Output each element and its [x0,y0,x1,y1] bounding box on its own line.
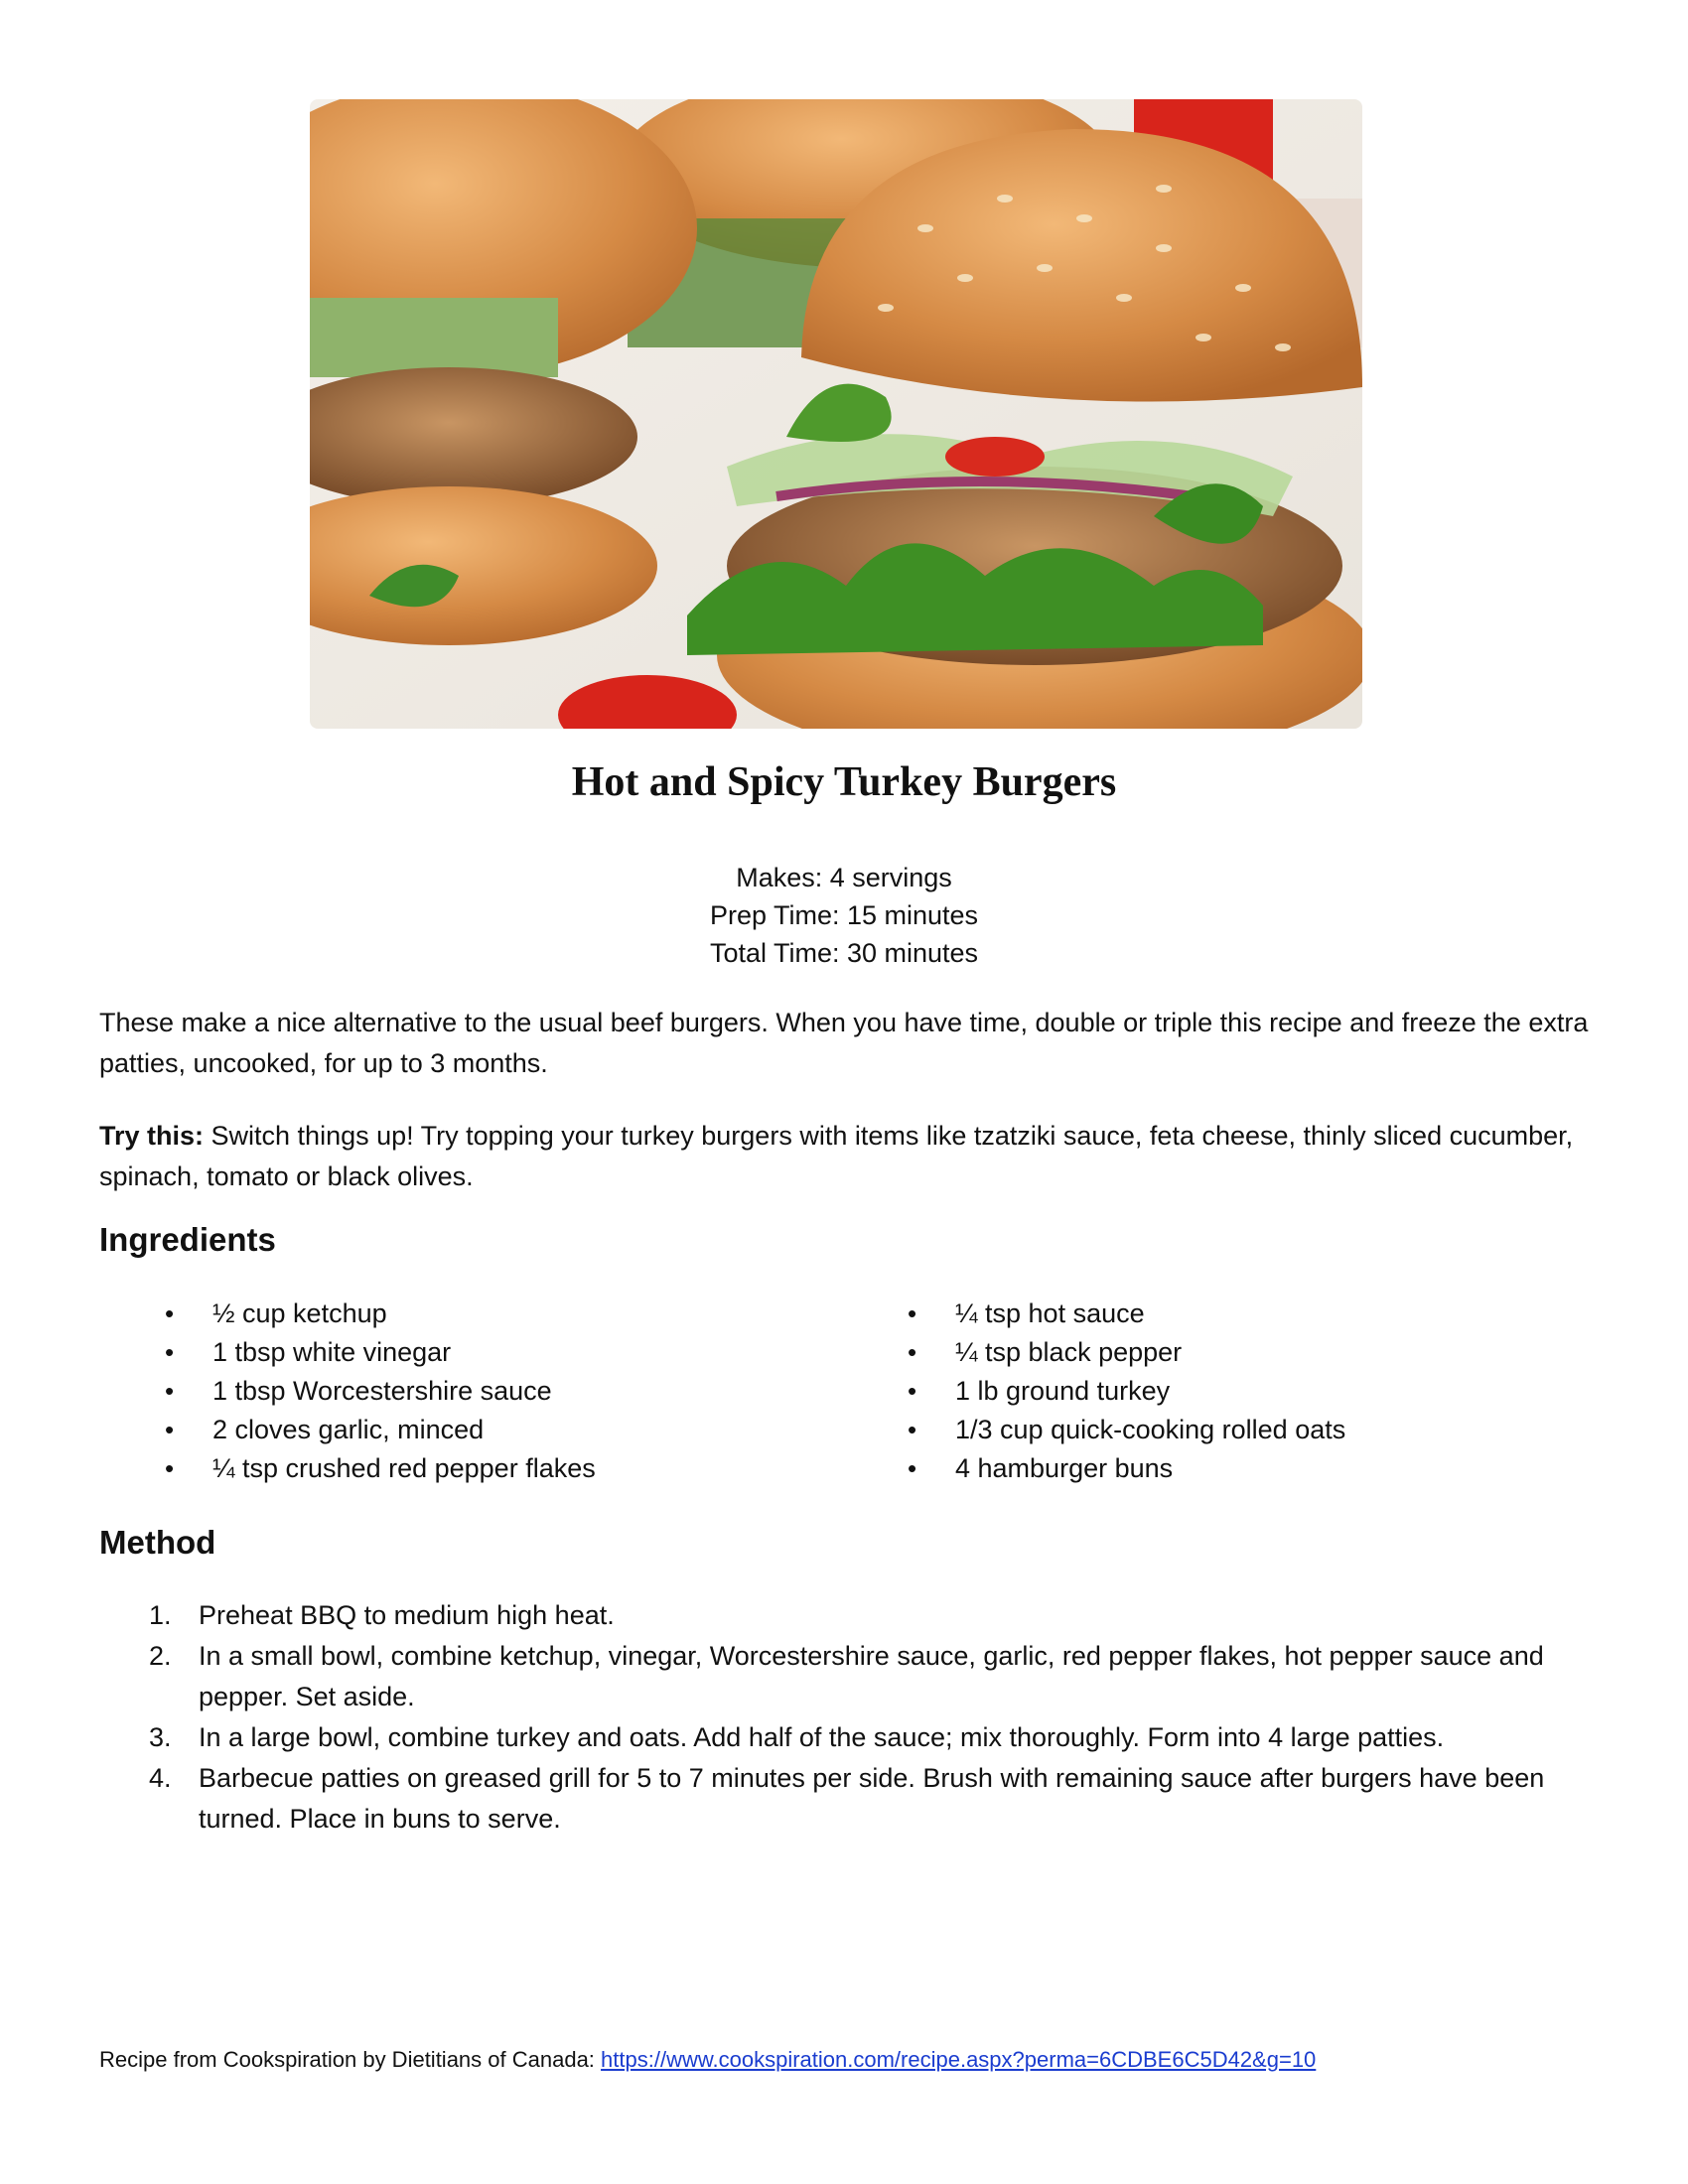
intro-paragraph: These make a nice alternative to the usual beef burgers. When you have time, double or triple this recipe and freeze the extra patties, uncooked, for up to 3 months. [99,1008,1589,1078]
burger-photo-icon [310,99,1362,729]
list-item: • 1 tbsp white vinegar [212,1333,596,1372]
tip-label: Try this: [99,1121,205,1151]
step-text: In a large bowl, combine turkey and oats. Add half of the sauce; mix thoroughly. Form into 4 large patties. [199,1722,1445,1752]
list-item: • 2 cloves garlic, minced [212,1411,596,1449]
bullet-icon: • [908,1415,917,1444]
bullet-icon: • [908,1337,917,1367]
list-item: • 1 tbsp Worcestershire sauce [212,1372,596,1411]
bullet-icon: • [165,1453,175,1483]
method-steps [99,1595,1559,1840]
bullet-icon: • [165,1298,175,1328]
method-step [99,1717,1559,1758]
list-item: • 4 hamburger buns [955,1449,1345,1488]
ingredients-list-right [908,1295,1346,1488]
ingredients-list-left [165,1295,596,1488]
step-text: Barbecue patties on greased grill for 5 to 7 minutes per side. Brush with remaining sauce after burgers have been turned. Place in buns to serve. [199,1763,1545,1834]
step-number: 3. [149,1722,172,1752]
bullet-icon: • [908,1453,917,1483]
step-text: In a small bowl, combine ketchup, vinegar, Worcestershire sauce, garlic, red pepper flakes, hot pepper sauce and pepper. Set aside. [199,1641,1544,1711]
list-item: • ¼ tsp crushed red pepper flakes [212,1449,596,1488]
total-time: Total Time: 30 minutes [709,938,979,968]
step-number: 4. [149,1763,172,1793]
method-step [99,1758,1559,1840]
step-number: 2. [149,1641,172,1671]
tip-text: Switch things up! Try topping your turkey burgers with items like tzatziki sauce, feta cheese, thinly sliced cucumber, spinach, tomato or black olives. [99,1121,1574,1191]
prep-time: Prep Time: 15 minutes [709,900,979,930]
step-text: Preheat BBQ to medium high heat. [199,1600,615,1630]
tip-paragraph [99,1116,1589,1197]
ingredients-heading: Ingredients [99,1221,276,1258]
burger-photo [310,99,1362,729]
method-step [99,1595,1559,1636]
list-item: • ½ cup ketchup [212,1295,596,1333]
method-step [99,1636,1559,1717]
list-item: • 1 lb ground turkey [955,1372,1345,1411]
recipe-title: Hot and Spicy Turkey Burgers [571,759,1117,805]
bullet-icon: • [165,1376,175,1406]
servings: Makes: 4 servings [736,863,952,892]
source-footer [99,2047,1316,2073]
list-item: • ¼ tsp hot sauce [955,1295,1345,1333]
bullet-icon: • [165,1415,175,1444]
bullet-icon: • [908,1298,917,1328]
list-item: • ¼ tsp black pepper [955,1333,1345,1372]
method-heading: Method [99,1524,216,1561]
source-link[interactable]: https://www.cookspiration.com/recipe.aspx?perma=6CDBE6C5D42&g=10 [601,2047,1317,2072]
bullet-icon: • [908,1376,917,1406]
step-number: 1. [149,1600,172,1630]
source-label: Recipe from Cookspiration by Dietitians of Canada: [99,2047,602,2072]
bullet-icon: • [165,1337,175,1367]
list-item: • 1/3 cup quick-cooking rolled oats [955,1411,1345,1449]
recipe-meta [0,859,1688,972]
